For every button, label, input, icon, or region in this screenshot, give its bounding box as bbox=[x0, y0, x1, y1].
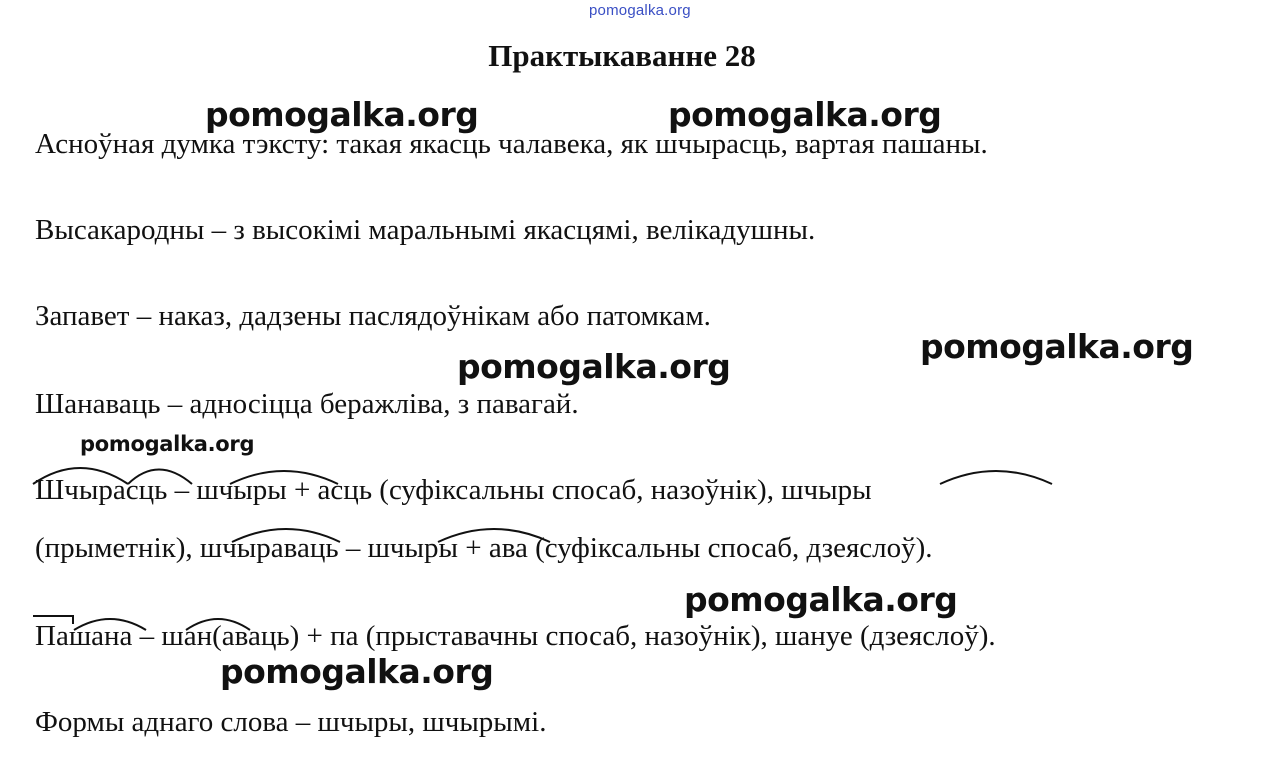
text-line-shanavats: Шанаваць – адносіцца беражліва, з павагай. bbox=[35, 388, 579, 420]
root-arc bbox=[230, 471, 338, 484]
watermark[interactable]: pomogalka.org bbox=[920, 327, 1194, 366]
page-title: Практыкаванне 28 bbox=[488, 38, 756, 73]
text-line-shchyrasts: Шчырасць – шчыры + асць (суфіксальны спосаб, назоўнік), шчыры bbox=[35, 474, 872, 506]
text-line-zapavet: Запавет – наказ, дадзены паслядоўнікам або патомкам. bbox=[35, 300, 711, 332]
text-line-formy: Формы аднаго слова – шчыры, шчырымі. bbox=[35, 706, 547, 738]
root-arc bbox=[232, 529, 340, 542]
watermark-top[interactable]: pomogalka.org bbox=[589, 2, 691, 19]
text-line-main-idea: Асноўная думка тэксту: такая якасць чалавека, як шчырасць, вартая пашаны. bbox=[35, 128, 988, 160]
root-arc bbox=[33, 468, 128, 484]
watermark[interactable]: pomogalka.org bbox=[80, 432, 255, 456]
watermark[interactable]: pomogalka.org bbox=[684, 580, 958, 619]
root-arc bbox=[940, 471, 1052, 484]
watermark[interactable]: pomogalka.org bbox=[205, 95, 479, 134]
text-line-vysakarodny: Высакародны – з высокімі маральнымі якасцямі, велікадушны. bbox=[35, 214, 816, 246]
root-arc bbox=[186, 619, 250, 630]
suffix-arc bbox=[128, 470, 192, 485]
prefix-line bbox=[33, 616, 73, 624]
text-line-shchyravats: (прыметнік), шчыраваць – шчыры + ава (суфіксальны спосаб, дзеяслоў). bbox=[35, 532, 933, 564]
root-arc bbox=[74, 619, 146, 630]
root-arc bbox=[438, 529, 550, 542]
watermark[interactable]: pomogalka.org bbox=[220, 652, 494, 691]
watermark[interactable]: pomogalka.org bbox=[668, 95, 942, 134]
watermark[interactable]: pomogalka.org bbox=[457, 347, 731, 386]
text-line-pashana: Пашана – шан(аваць) + па (прыставачны спосаб, назоўнік), шануе (дзеяслоў). bbox=[35, 620, 996, 652]
